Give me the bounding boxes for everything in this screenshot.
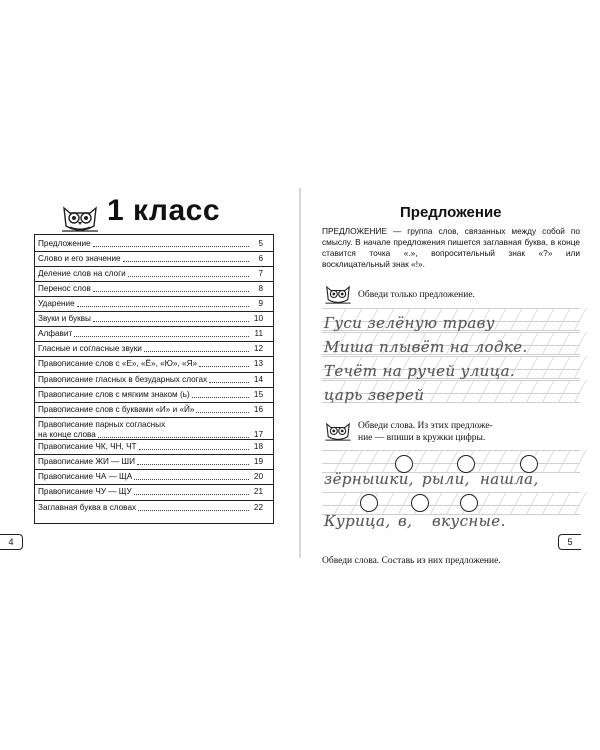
toc-item-label: Правописание ЧК, ЧН, ЧТ bbox=[38, 442, 137, 451]
toc-item[interactable] bbox=[35, 405, 273, 415]
number-circle[interactable] bbox=[411, 494, 429, 512]
table-of-contents bbox=[34, 234, 274, 524]
toc-item-page: 16 bbox=[253, 405, 263, 414]
slant-guide-line bbox=[494, 380, 507, 402]
toc-dot-leader bbox=[199, 366, 249, 367]
toc-item-page: 12 bbox=[253, 344, 263, 353]
right-page bbox=[300, 0, 600, 750]
slant-guide-line bbox=[430, 380, 443, 402]
toc-item[interactable] bbox=[35, 390, 273, 400]
toc-item-page: 15 bbox=[253, 390, 263, 399]
slant-guide-line bbox=[350, 450, 363, 472]
toc-divider bbox=[35, 251, 273, 252]
toc-dot-leader bbox=[98, 437, 249, 438]
slant-guide-line bbox=[558, 450, 571, 472]
toc-dot-leader bbox=[134, 479, 249, 480]
toc-divider bbox=[35, 387, 273, 388]
toc-dot-leader bbox=[209, 382, 249, 383]
slant-guide-line bbox=[574, 308, 587, 330]
toc-divider bbox=[35, 341, 273, 342]
slant-guide-line bbox=[478, 492, 491, 514]
toc-item-label: Заглавная буква в словах bbox=[38, 503, 137, 512]
handwriting-line: Течёт на ручей улица. bbox=[324, 362, 516, 380]
owl-icon bbox=[60, 204, 100, 232]
toc-item[interactable] bbox=[35, 375, 273, 385]
toc-item[interactable] bbox=[35, 314, 273, 324]
number-circle[interactable] bbox=[460, 494, 478, 512]
task-2-instruction-line1: Обведи слова. Из этих предложе- bbox=[358, 421, 493, 431]
toc-item[interactable] bbox=[35, 503, 273, 513]
toc-dot-leader bbox=[139, 449, 249, 450]
toc-divider bbox=[35, 311, 273, 312]
slant-guide-line bbox=[462, 380, 475, 402]
toc-item-label: Правописание парных согласных bbox=[38, 420, 166, 429]
toc-item-label-continued: на конце слова bbox=[38, 430, 96, 439]
toc-dot-leader bbox=[196, 412, 249, 413]
handwriting-word: в, bbox=[398, 512, 413, 530]
slant-guide-line bbox=[334, 492, 347, 514]
toc-dot-leader bbox=[77, 306, 249, 307]
toc-divider bbox=[35, 372, 273, 373]
toc-divider bbox=[35, 281, 273, 282]
toc-item[interactable] bbox=[35, 457, 273, 467]
toc-item[interactable] bbox=[35, 239, 273, 249]
toc-item-page: 13 bbox=[253, 359, 263, 368]
toc-divider bbox=[35, 484, 273, 485]
slant-guide-line bbox=[446, 492, 459, 514]
toc-item-page: 20 bbox=[253, 472, 263, 481]
toc-item-label: Слово и его значение bbox=[38, 254, 121, 263]
toc-divider bbox=[35, 454, 273, 455]
slant-guide-line bbox=[494, 308, 507, 330]
slant-guide-line bbox=[430, 492, 443, 514]
number-circle[interactable] bbox=[360, 494, 378, 512]
page-number-right: 5 bbox=[558, 534, 581, 550]
toc-item-page: 22 bbox=[253, 503, 263, 512]
toc-item-label: Правописание ЧУ — ЩУ bbox=[38, 487, 132, 496]
toc-item-label: Правописание гласных в безударных слогах bbox=[38, 375, 208, 384]
toc-dot-leader bbox=[134, 494, 249, 495]
toc-item-page: 11 bbox=[254, 329, 263, 338]
slant-guide-line bbox=[446, 380, 459, 402]
slant-guide-line bbox=[542, 308, 555, 330]
toc-item-label: Правописание слов с мягким знаком (ь) bbox=[38, 390, 190, 399]
toc-dot-leader bbox=[123, 261, 249, 262]
toc-divider bbox=[35, 266, 273, 267]
toc-item-page: 19 bbox=[253, 457, 263, 466]
slant-guide-line bbox=[558, 308, 571, 330]
handwriting-word: вкусные. bbox=[432, 512, 506, 530]
slant-guide-line bbox=[510, 492, 523, 514]
toc-item-page: 18 bbox=[253, 442, 263, 451]
slant-guide-line bbox=[526, 492, 539, 514]
toc-divider bbox=[35, 402, 273, 403]
task-1-instruction: Обведи только предложение. bbox=[358, 290, 475, 300]
slant-guide-line bbox=[478, 450, 491, 472]
slant-guide-line bbox=[574, 492, 587, 514]
toc-dot-leader bbox=[144, 351, 249, 352]
owl-icon bbox=[324, 421, 352, 441]
toc-item-label: Правописание ЧА — ЩА bbox=[38, 472, 133, 481]
toc-dot-leader bbox=[93, 321, 249, 322]
slant-guide-line bbox=[574, 380, 587, 402]
task-3-instruction: Обведи слова. Составь из них предложение. bbox=[322, 556, 501, 566]
definition-text: ПРЕДЛОЖЕНИЕ — группа слов, связанных между собой по смыслу. В начале предложения пишется заглавная буква, в конце ставится точка «.», вопросительный знак «?» или восклицательный знак «!». bbox=[322, 226, 580, 269]
toc-dot-leader bbox=[93, 246, 249, 247]
toc-divider bbox=[35, 469, 273, 470]
slant-guide-line bbox=[542, 356, 555, 378]
toc-item[interactable] bbox=[35, 442, 273, 452]
slant-guide-line bbox=[542, 332, 555, 354]
toc-dot-leader bbox=[192, 397, 249, 398]
slant-guide-line bbox=[382, 450, 395, 472]
slant-guide-line bbox=[430, 450, 443, 472]
slant-guide-line bbox=[366, 450, 379, 472]
toc-dot-leader bbox=[138, 510, 249, 511]
toc-dot-leader bbox=[74, 336, 249, 337]
slant-guide-line bbox=[574, 450, 587, 472]
toc-item[interactable] bbox=[35, 344, 273, 354]
toc-item-label: Предложение bbox=[38, 239, 91, 248]
toc-divider bbox=[35, 500, 273, 501]
toc-item[interactable] bbox=[35, 329, 273, 339]
toc-item-label: Гласные и согласные звуки bbox=[38, 344, 142, 353]
slant-guide-line bbox=[494, 492, 507, 514]
toc-item-page: 14 bbox=[253, 375, 263, 384]
slant-guide-line bbox=[334, 450, 347, 472]
toc-item[interactable] bbox=[35, 487, 273, 497]
slant-guide-line bbox=[542, 450, 555, 472]
slant-guide-line bbox=[478, 380, 491, 402]
toc-item[interactable] bbox=[35, 299, 273, 309]
slant-guide-line bbox=[510, 308, 523, 330]
toc-item-page: 17 bbox=[253, 430, 263, 439]
slant-guide-line bbox=[414, 450, 427, 472]
page-title: 1 класс bbox=[107, 194, 221, 227]
toc-item-page: 5 bbox=[258, 239, 263, 248]
toc-divider bbox=[35, 326, 273, 327]
handwriting-word: нашла, bbox=[480, 470, 539, 488]
toc-item[interactable] bbox=[35, 420, 273, 440]
toc-divider bbox=[35, 296, 273, 297]
toc-divider bbox=[35, 356, 273, 357]
toc-divider bbox=[35, 417, 273, 418]
toc-item[interactable] bbox=[35, 472, 273, 482]
slant-guide-line bbox=[494, 450, 507, 472]
handwriting-word: рыли, bbox=[422, 470, 470, 488]
toc-item-label: Правописание слов с «Е», «Ё», «Ю», «Я» bbox=[38, 359, 198, 368]
slant-guide-line bbox=[558, 356, 571, 378]
slant-guide-line bbox=[382, 492, 395, 514]
toc-item-label: Алфавит bbox=[38, 329, 73, 338]
slant-guide-line bbox=[574, 332, 587, 354]
toc-dot-leader bbox=[128, 276, 249, 277]
toc-dot-leader bbox=[137, 464, 249, 465]
task-2-instruction-line2: ние — впиши в кружки цифры. bbox=[358, 433, 486, 443]
handwriting-line: Миша плывёт на лодке. bbox=[324, 338, 528, 356]
slant-guide-line bbox=[510, 380, 523, 402]
toc-item-label: Деление слов на слоги bbox=[38, 269, 126, 278]
page-number-left: 4 bbox=[0, 534, 23, 550]
handwriting-line: царь зверей bbox=[324, 386, 425, 404]
slant-guide-line bbox=[526, 380, 539, 402]
slant-guide-line bbox=[558, 380, 571, 402]
slant-guide-line bbox=[542, 380, 555, 402]
toc-item-page: 7 bbox=[258, 269, 263, 278]
toc-dot-leader bbox=[93, 291, 249, 292]
toc-item-page: 21 bbox=[253, 487, 263, 496]
owl-icon bbox=[324, 284, 352, 304]
toc-item-page: 9 bbox=[258, 299, 263, 308]
slant-guide-line bbox=[558, 492, 571, 514]
toc-item[interactable] bbox=[35, 359, 273, 369]
toc-item[interactable] bbox=[35, 269, 273, 279]
toc-item-label: Звуки и буквы bbox=[38, 314, 91, 323]
slant-guide-line bbox=[558, 332, 571, 354]
toc-item-label: Ударение bbox=[38, 299, 75, 308]
toc-item-page: 10 bbox=[253, 314, 263, 323]
toc-item-page: 6 bbox=[258, 254, 263, 263]
slant-guide-line bbox=[542, 492, 555, 514]
toc-item-label: Правописание ЖИ — ШИ bbox=[38, 457, 135, 466]
toc-item[interactable] bbox=[35, 254, 273, 264]
toc-item[interactable] bbox=[35, 284, 273, 294]
slant-guide-line bbox=[526, 356, 539, 378]
slant-guide-line bbox=[526, 308, 539, 330]
slant-guide-line bbox=[574, 356, 587, 378]
handwriting-word: зёрнышки, bbox=[324, 470, 414, 488]
slant-guide-line bbox=[398, 492, 411, 514]
toc-item-label: Правописание слов с буквами «И» и «Й» bbox=[38, 405, 195, 414]
toc-item-page: 8 bbox=[258, 284, 263, 293]
toc-item-label: Перенос слов bbox=[38, 284, 91, 293]
section-heading: Предложение bbox=[400, 204, 502, 221]
handwriting-line: Гуси зелёную траву bbox=[324, 314, 495, 332]
handwriting-word: Курица, bbox=[324, 512, 391, 530]
